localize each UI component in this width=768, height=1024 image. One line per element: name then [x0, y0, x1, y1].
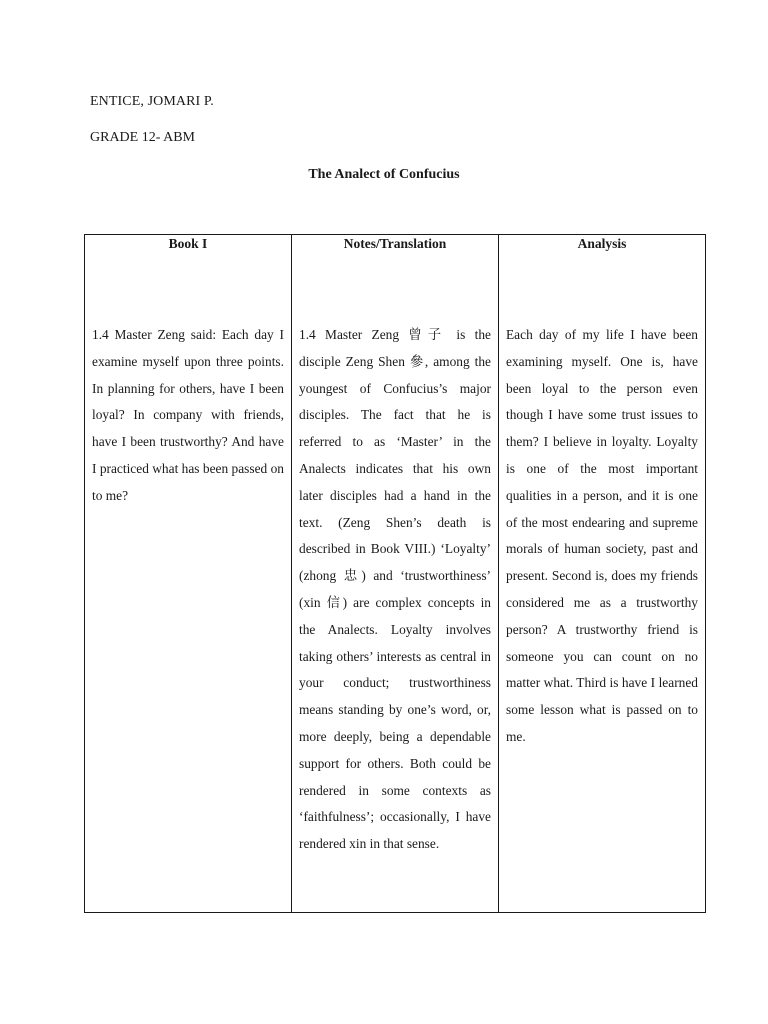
analects-table: [84, 234, 706, 913]
student-name: ENTICE, JOMARI P.: [90, 94, 214, 109]
column-header-book: Book I: [85, 235, 292, 273]
book-cell: [85, 272, 292, 913]
table-row: [85, 272, 706, 913]
column-header-notes: Notes/Translation: [292, 235, 499, 273]
analysis-text: Each day of my life I have been examining myself. One is, have been loyal to the person even though I have some trust issues to them? I believe in loyalty. Loyalty is one of the most important qualities in a person, and it is one of the most endearing and supreme morals of human society, past and present. Second is, does my friends considered me as a trustworthy person? A trustworthy friend is someone you can count on no matter what. Third is have I learned some lesson what is passed on to me.: [506, 327, 698, 744]
grade-section: GRADE 12- ABM: [90, 130, 196, 145]
analysis-cell: [499, 272, 706, 913]
table-header-row: [85, 235, 706, 273]
book-passage-text: 1.4 Master Zeng said: Each day I examine myself upon three points. In planning for others, have I been loyal? In company with friends, have I been trustworthy? And have I practiced what has been passed on to me?: [92, 327, 284, 503]
notes-translation-text: 1.4 Master Zeng 曾子 is the disciple Zeng Shen 參, among the youngest of Confucius’s major disciples. The fact that he is referred to as ‘Master’ in the Analects indicates that his own later disciples had a hand in the text. (Zeng Shen’s death is described in Book VIII.) ‘Loyalty’ (zhong 忠) and ‘trustworthiness’ (xin 信) are complex concepts in the Analects. Loyalty involves taking others’ interests as central in your conduct; trustworthiness means standing by one’s word, or, more deeply, being a dependable support for others. Both could be rendered in some contexts as ‘faithfulness’; occasionally, I have rendered xin in that sense.: [299, 327, 491, 852]
column-header-analysis: Analysis: [499, 235, 706, 273]
notes-cell: [292, 272, 499, 913]
document-title: The Analect of Confucius: [308, 167, 460, 182]
